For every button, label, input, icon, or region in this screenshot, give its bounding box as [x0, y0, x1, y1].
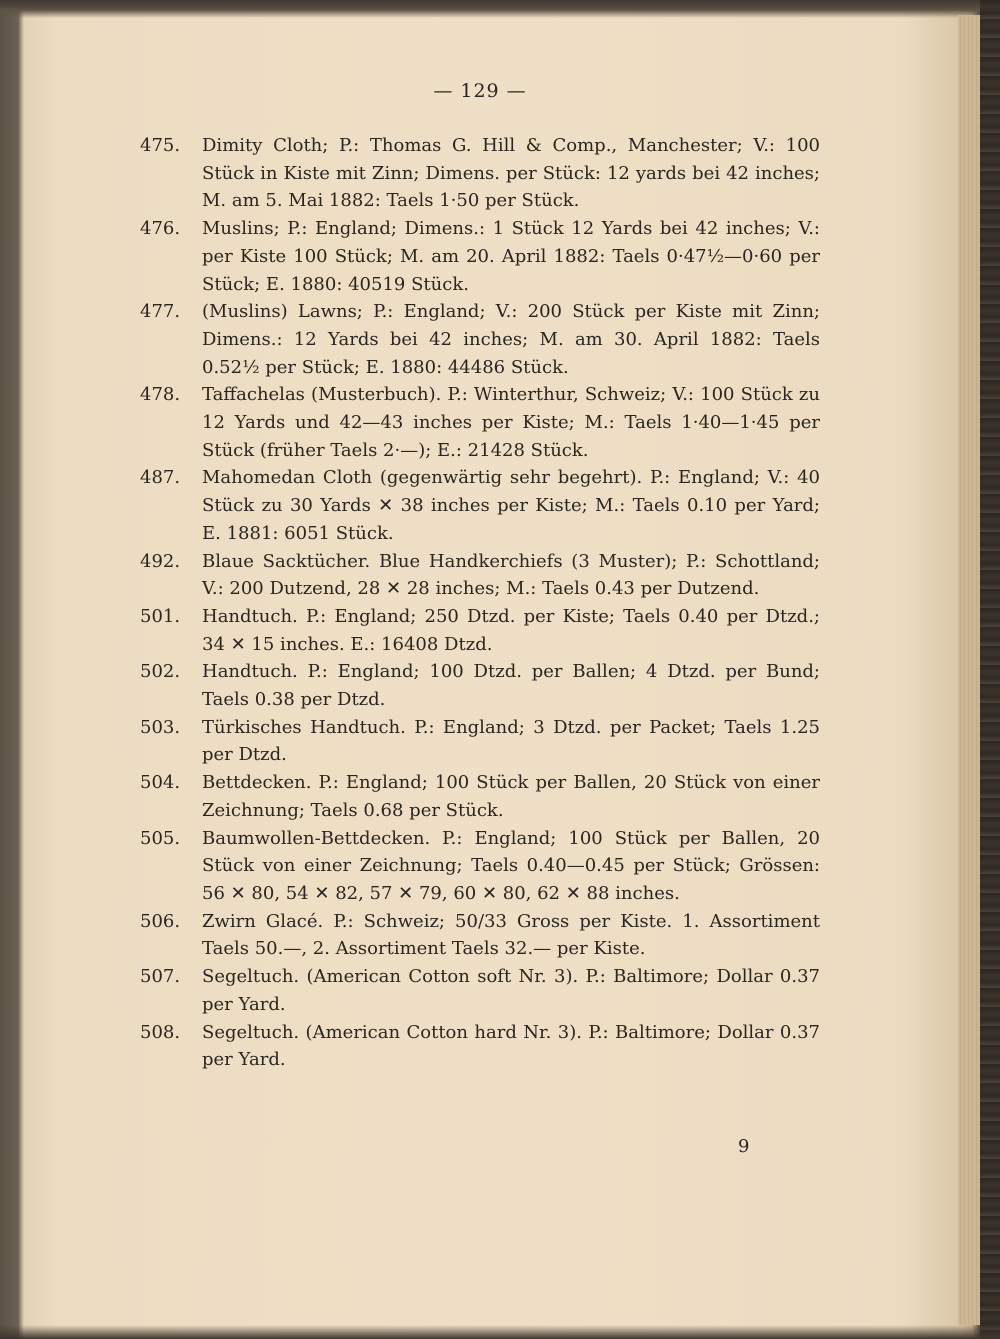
entry-number: 508. — [140, 1021, 181, 1043]
entry-475 — [140, 132, 820, 215]
entry-505 — [140, 825, 820, 908]
entry-number: 506. — [140, 910, 181, 932]
entry-text: (Muslins) Lawns; P.: England; V.: 200 Stück per Kiste mit Zinn; Dimens.: 12 Yards bei 42 inches; M. am 30. April 1882: Taels 0.52½ per Stück; E. 1880: 44486 Stück. — [202, 301, 820, 378]
page-bottom-shadow — [0, 1325, 1000, 1339]
entry-number: 505. — [140, 827, 181, 849]
entry-502 — [140, 658, 820, 713]
entry-text: Segeltuch. (American Cotton soft Nr. 3). P.: Baltimore; Dollar 0.37 per Yard. — [202, 966, 820, 1015]
entry-number: 487. — [140, 467, 181, 489]
entry-number: 502. — [140, 661, 181, 683]
entry-503 — [140, 714, 820, 769]
entry-507 — [140, 963, 820, 1018]
entry-477 — [140, 298, 820, 381]
entry-text: Handtuch. P.: England; 250 Dtzd. per Kiste; Taels 0.40 per Dtzd.; 34 ✕ 15 inches. E.: 16408 Dtzd. — [202, 605, 820, 655]
entry-text: Zwirn Glacé. P.: Schweiz; 50/33 Gross per Kiste. 1. Assortiment Taels 50.—, 2. Assortiment Taels 32.— per Kiste. — [202, 910, 820, 960]
page-content — [140, 80, 820, 1074]
signature-mark: 9 — [738, 1136, 750, 1157]
entry-501 — [140, 603, 820, 658]
entry-number: 476. — [140, 218, 181, 240]
entry-number: 477. — [140, 301, 181, 323]
entry-number: 478. — [140, 384, 181, 406]
entry-487 — [140, 464, 820, 547]
page-edge-stack — [958, 15, 980, 1325]
entry-text: Segeltuch. (American Cotton hard Nr. 3). P.: Baltimore; Dollar 0.37 per Yard. — [202, 1021, 820, 1071]
entry-number: 503. — [140, 716, 181, 738]
entry-text: Dimity Cloth; P.: Thomas G. Hill & Comp., Manchester; V.: 100 Stück in Kiste mit Zinn; Dimens. per Stück: 12 yards bei 42 inches; M. am 5. Mai 1882: Taels 1·50 per Stück. — [202, 135, 820, 212]
entry-number: 501. — [140, 605, 181, 627]
entry-508 — [140, 1019, 820, 1074]
entry-number: 492. — [140, 550, 181, 572]
entry-476 — [140, 215, 820, 298]
entry-text: Handtuch. P.: England; 100 Dtzd. per Ballen; 4 Dtzd. per Bund; Taels 0.38 per Dtzd. — [202, 661, 820, 711]
entry-504 — [140, 769, 820, 824]
entry-506 — [140, 908, 820, 963]
entry-text: Baumwollen-Bettdecken. P.: England; 100 Stück per Ballen, 20 Stück von einer Zeichnung; Taels 0.40—0.45 per Stück; Grössen: 56 ✕ 80, 54 ✕ 82, 57 ✕ 79, 60 ✕ 80, 62 ✕ 88 inches. — [202, 827, 820, 904]
entry-number: 504. — [140, 772, 181, 794]
running-head: — 129 — — [433, 80, 527, 102]
entry-text: Blaue Sacktücher. Blue Handkerchiefs (3 Muster); P.: Schottland; V.: 200 Dutzend, 28 ✕ 28 inches; M.: Taels 0.43 per Dutzend. — [202, 550, 820, 600]
entry-text: Taffachelas (Musterbuch). P.: Winterthur, Schweiz; V.: 100 Stück zu 12 Yards und 42—43 inches per Kiste; M.: Taels 1·40—1·45 per Stück (früher Taels 2·—); E.: 21428 Stück. — [202, 384, 820, 461]
entry-text: Türkisches Handtuch. P.: England; 3 Dtzd. per Packet; Taels 1.25 per Dtzd. — [202, 716, 820, 766]
entry-text: Bettdecken. P.: England; 100 Stück per Ballen, 20 Stück von einer Zeichnung; Taels 0.68 per Stück. — [202, 772, 820, 821]
entry-text: Mahomedan Cloth (gegenwärtig sehr begehrt). P.: England; V.: 40 Stück zu 30 Yards ✕ 38 inches per Kiste; M.: Taels 0.10 per Yard; E. 1881: 6051 Stück. — [202, 467, 820, 544]
entry-number: 507. — [140, 966, 181, 988]
entry-text: Muslins; P.: England; Dimens.: 1 Stück 12 Yards bei 42 inches; V.: per Kiste 100 Stück; M. am 20. April 1882: Taels 0·47½—0·60 per Stück; E. 1880: 40519 Stück. — [202, 218, 820, 295]
book-binding — [980, 0, 1000, 1339]
entry-478 — [140, 381, 820, 464]
page-top-shadow — [0, 0, 1000, 18]
entry-number: 475. — [140, 135, 181, 156]
entry-492 — [140, 548, 820, 603]
